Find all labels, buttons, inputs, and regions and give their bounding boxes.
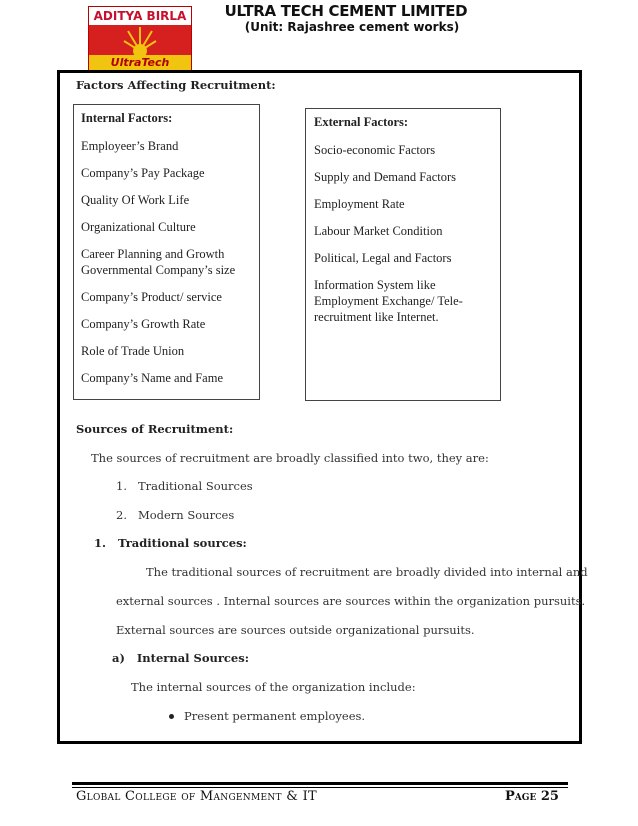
list-item: 1. Traditional Sources [116,479,253,493]
external-factors-box [305,108,501,401]
list-item: Employeer’s Brand [81,139,179,153]
logo-bottom-text: UltraTech [89,55,191,71]
list-item: Labour Market Condition [314,224,443,238]
factors-heading: Factors Affecting Recruitment: [76,78,276,92]
traditional-sources-heading: 1. Traditional sources: [94,536,247,550]
list-item: Company’s Growth Rate [81,317,206,331]
list-item: Employment Rate [314,197,405,211]
list-item: Supply and Demand Factors [314,170,456,184]
logo-top-text: ADITYA BIRLA [89,7,191,25]
sources-intro: The sources of recruitment are broadly classified into two, they are: [91,451,489,465]
list-item: Present permanent employees. [184,709,366,723]
sun-emblem-icon [123,25,157,55]
list-item: Career Planning and Growth [81,247,225,261]
list-item: Company’s Name and Fame [81,371,223,385]
list-item: Political, Legal and Factors [314,251,452,265]
footer-rule-thick [72,782,568,785]
company-name: ULTRA TECH CEMENT LIMITED [224,2,468,20]
bullet-icon [169,714,174,719]
list-item: Company’s Product/ service [81,290,222,304]
list-item: Governmental Company’s size [81,263,236,277]
list-item: Employment Exchange/ Tele- [314,294,463,308]
unit-name: (Unit: Rajashree cement works) [244,20,460,34]
internal-factors-box [73,104,260,400]
page-number: Page 25 [505,789,559,804]
list-item: Role of Trade Union [81,344,185,358]
list-item: 2. Modern Sources [116,508,235,522]
traditional-line-3: External sources are sources outside organizational pursuits. [116,623,475,637]
list-item: Socio-economic Factors [314,143,436,157]
list-item: Company’s Pay Package [81,166,205,180]
list-item: Organizational Culture [81,220,196,234]
list-item: Information System like [314,278,436,292]
internal-factors-title: Internal Factors: [81,111,173,125]
aditya-birla-logo [88,6,192,72]
traditional-line-2: external sources . Internal sources are sources within the organization pursuits. [116,594,586,608]
list-item: Quality Of Work Life [81,193,190,207]
footer-college-name: Global College of Mangenment & IT [76,789,317,804]
external-factors-title: External Factors: [314,115,409,129]
list-item: recruitment like Internet. [314,310,439,324]
internal-sources-heading: a) Internal Sources: [112,651,249,665]
footer-rule-thin [72,787,568,788]
traditional-line-1: The traditional sources of recruitment are broadly divided into internal and [146,565,588,579]
internal-sources-intro: The internal sources of the organization include: [131,680,416,694]
sources-heading: Sources of Recruitment: [76,422,234,436]
